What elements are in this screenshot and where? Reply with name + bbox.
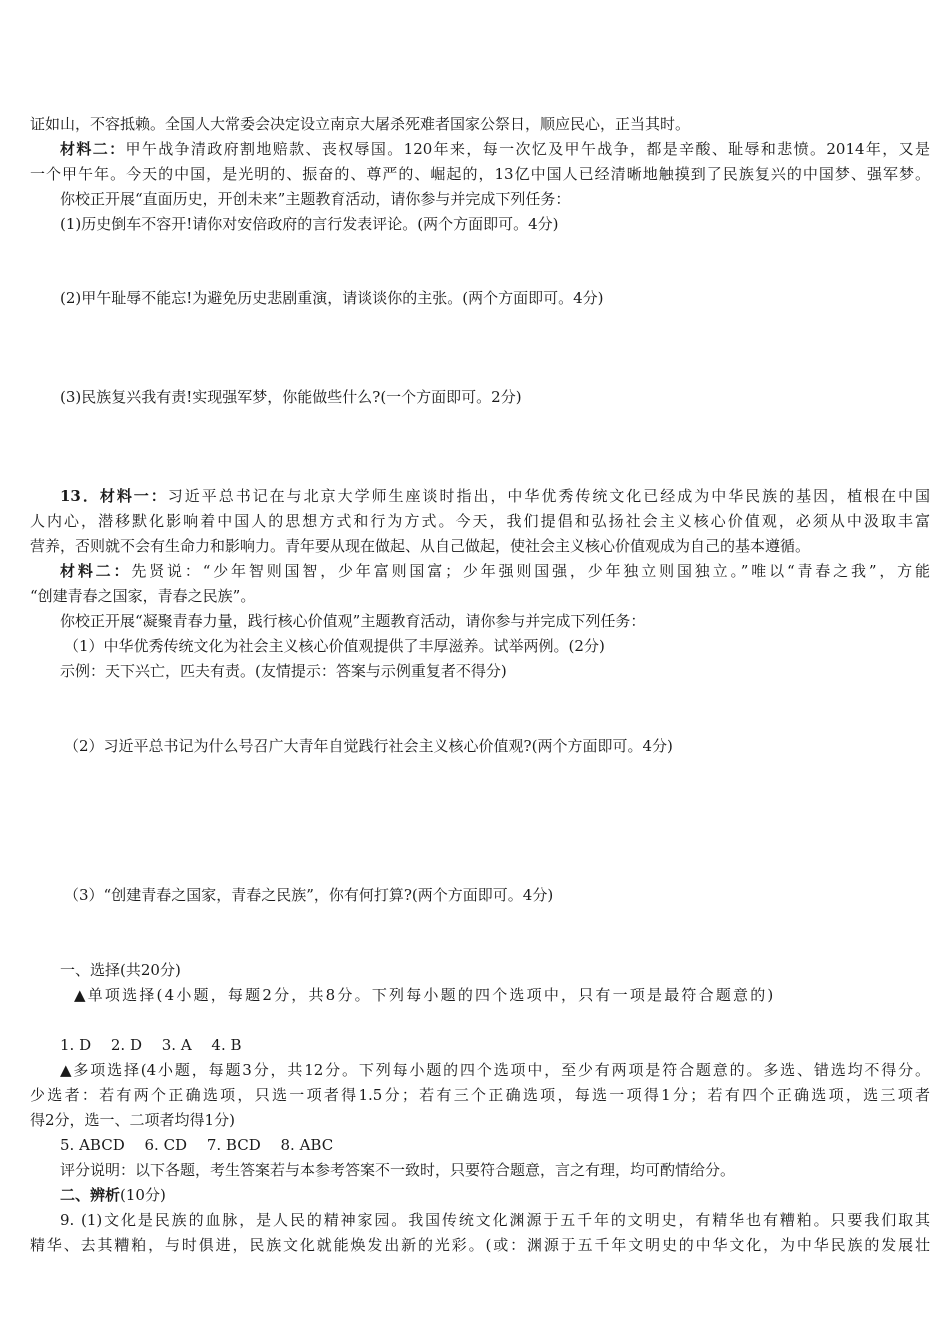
q13-subquestion-2: （2）习近平总书记为什么号召广大青年自觉践行社会主义核心价值观?(两个方面即可。4分): [64, 737, 673, 755]
q12-subquestion-3: (3)民族复兴我有责!实现强军梦，你能做些什么?(一个方面即可。2分): [60, 388, 522, 406]
section-2-label: 二、辨析: [60, 1186, 121, 1204]
multi-choice-answers: 5. ABCD 6. CD 7. BCD 8. ABC: [60, 1136, 334, 1154]
multi-choice-rule-line: ▲多项选择(4小题，每题3分，共12分。下列每小题的四个选项中，至少有两项是符合题意的。多选、错选均不得分。: [60, 1061, 930, 1079]
multi-choice-rule-line: 少选者：若有两个正确选项，只选一项者得1.5分；若有三个正确选项，每选一项得1分；若有四个正确选项，选三项者: [30, 1086, 930, 1104]
answer-9-line: 精华、去其糟粕，与时俱进，民族文化就能焕发出新的光彩。(或：渊源于五千年文明史的中华文化，为中华民族的发展壮: [30, 1236, 930, 1254]
multi-choice-rule-line: 得2分，选一、二项者均得1分): [30, 1111, 235, 1129]
q13-heading: 13．材料一：: [60, 487, 168, 505]
scoring-note: 评分说明：以下各题，考生答案若与本参考答案不一致时，只要符合题意，言之有理，均可酌情给分。: [60, 1161, 736, 1179]
q12-task-intro: 你校正开展“直面历史，开创未来”主题教育活动，请你参与并完成下列任务：: [60, 190, 571, 208]
q13-material2-line: [60, 561, 930, 581]
q13-material1-line: 人内心，潜移默化影响着中国人的思想方式和行为方式。今天，我们提倡和弘扬社会主义核心价值观，必须从中汲取丰富: [30, 512, 930, 530]
answer-section-1-title: 一、选择(共20分): [60, 961, 181, 979]
single-choice-rule: ▲单项选择(4小题，每题2分，共8分。下列每小题的四个选项中，只有一项是最符合题意的): [74, 986, 776, 1004]
answer-9-line: 9. (1)文化是民族的血脉，是人民的精神家园。我国传统文化渊源于五千年的文明史，有精华也有糟粕。只要我们取其: [60, 1211, 930, 1229]
q12-subquestion-2: (2)甲午耻辱不能忘!为避免历史悲剧重演，请谈谈你的主张。(两个方面即可。4分): [60, 289, 604, 307]
answer-section-2-title: [60, 1185, 930, 1205]
q12-material2-line: [60, 139, 930, 159]
q12-text-line: 证如山，不容抵赖。全国人大常委会决定设立南京大屠杀死难者国家公祭日，顺应民心，正当其时。: [30, 115, 691, 133]
q12-material2-text: 甲午战争清政府割地赔款、丧权辱国。120年来，每一次忆及甲午战争，都是辛酸、耻辱和悲愤。2014年，又是: [125, 140, 930, 158]
section-2-score: (10分): [120, 1186, 166, 1204]
q12-subquestion-1: (1)历史倒车不容开!请你对安倍政府的言行发表评论。(两个方面即可。4分): [60, 215, 559, 233]
q13-subquestion-3: （3）“创建青春之国家，青春之民族”，你有何打算?(两个方面即可。4分): [64, 886, 554, 904]
q13-material1-line: [60, 486, 930, 506]
q13-material2-line: “创建青春之国家，青春之民族”。: [30, 587, 256, 605]
single-choice-answers: 1. D 2. D 3. A 4. B: [60, 1036, 242, 1054]
q13-task-intro: 你校正开展“凝聚青春力量，践行核心价值观”主题教育活动，请你参与并完成下列任务：: [60, 612, 646, 630]
q13-material1-line: 营养，否则就不会有生命力和影响力。青年要从现在做起、从自己做起，使社会主义核心价值观成为自己的基本遵循。: [30, 537, 811, 555]
material2-label: 材料二：: [60, 562, 132, 580]
q12-material2-line: 一个甲午年。今天的中国，是光明的、振奋的、尊严的、崛起的，13亿中国人已经清晰地触摸到了民族复兴的中国梦、强军梦。: [30, 165, 930, 183]
material2-label: 材料二：: [60, 140, 126, 158]
q13-subquestion-1: （1）中华优秀传统文化为社会主义核心价值观提供了丰厚滋养。试举两例。(2分): [64, 637, 605, 655]
q13-example: 示例：天下兴亡，匹夫有责。(友情提示：答案与示例重复者不得分): [60, 662, 507, 680]
q13-material2-text: 先贤说：“少年智则国智，少年富则国富；少年强则国强，少年独立则国独立。”唯以“青春之我”，方能: [131, 562, 930, 580]
q13-material1-text: 习近平总书记在与北京大学师生座谈时指出，中华优秀传统文化已经成为中华民族的基因，植根在中国: [167, 487, 930, 505]
